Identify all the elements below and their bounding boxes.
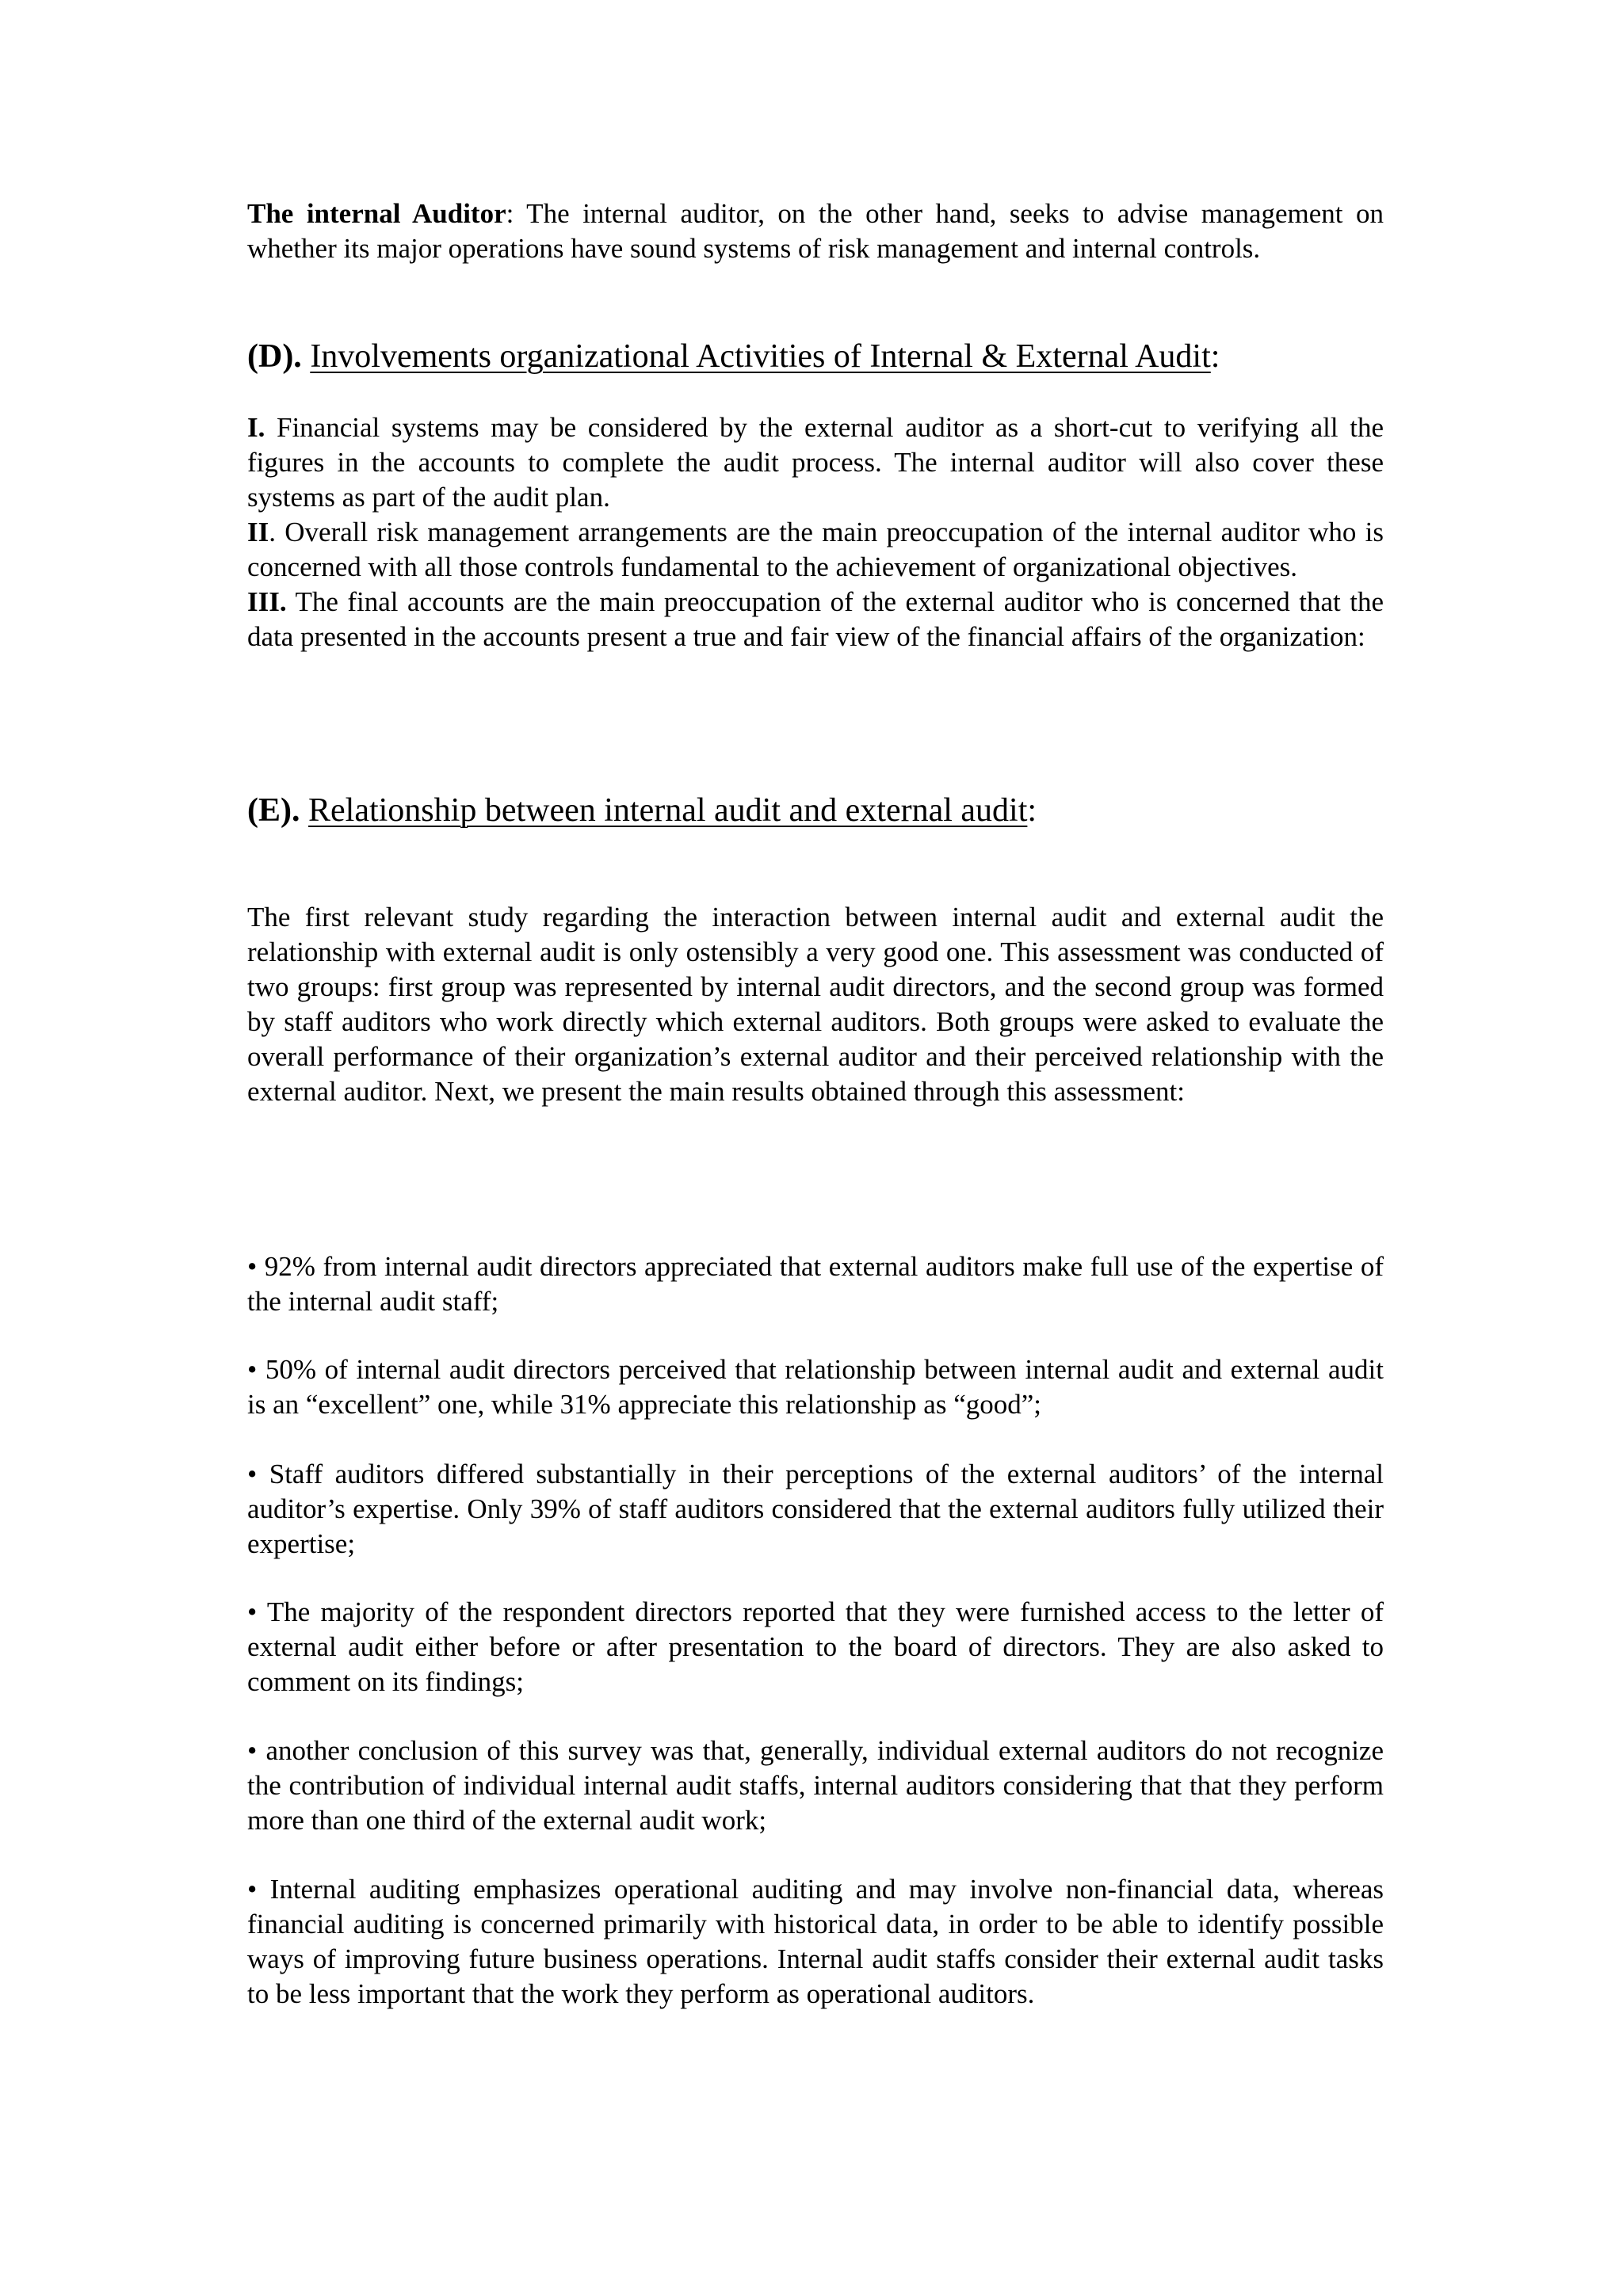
bullet-block	[247, 1595, 1384, 1699]
bullet-item: • 92% from internal audit directors appreciated that external auditors make full use of the expertise of the internal audit staff;	[247, 1251, 1384, 1317]
bullet-item: • The majority of the respondent directors reported that they were furnished access to the letter of external audit either before or after presentation to the board of directors. They are also asked to comment on its findings;	[247, 1596, 1384, 1697]
intro-text: : The internal auditor, on the other hand, seeks to advise management on whether its major operations have sound systems of risk management and internal controls.	[247, 198, 1384, 264]
item-text: The final accounts are the main preoccupation of the external auditor who is concerned that the data presented in the accounts present a true and fair view of the financial affairs of the organization:	[247, 586, 1384, 652]
item-text: Financial systems may be considered by the external auditor as a short-cut to verifying all the figures in the accounts to complete the audit process. The internal auditor will also cover these systems as part of the audit plan.	[247, 412, 1384, 513]
bullet-item: • Staff auditors differed substantially in their perceptions of the external auditors’ of the internal auditor’s expertise. Only 39% of staff auditors considered that the external auditors fully utilized their expertise;	[247, 1459, 1384, 1559]
bullet-block	[247, 1352, 1384, 1422]
section-d-heading	[247, 335, 1384, 378]
bullet-block	[247, 1249, 1384, 1319]
section-d-item	[247, 410, 1384, 515]
bullet-item: • Internal auditing emphasizes operational auditing and may involve non-financial data, whereas financial auditing is concerned primarily with historical data, in order to be able to identify possible ways of improving future business operations. Internal audit staffs consider their external audit tasks to be less important that the work they perform as operational auditors.	[247, 1874, 1384, 2009]
intro-paragraph-block	[247, 196, 1384, 266]
section-e-suffix: :	[1027, 792, 1037, 829]
item-text: . Overall risk management arrangements are the main preoccupation of the internal auditor who is concerned with all those controls fundamental to the achievement of organizational objectives.	[247, 517, 1384, 582]
bullet-block	[247, 1733, 1384, 1838]
item-marker: I.	[247, 412, 265, 443]
section-e-number: (E).	[247, 792, 300, 829]
section-d-number: (D).	[247, 338, 302, 375]
section-d-item	[247, 515, 1384, 585]
section-e-paragraph-block	[247, 900, 1384, 1109]
section-e-title: Relationship between internal audit and external audit	[308, 792, 1028, 829]
item-marker: II	[247, 517, 269, 547]
section-d-heading-block	[247, 335, 1384, 378]
section-d-suffix: :	[1210, 338, 1220, 375]
bullet-item: • 50% of internal audit directors perceived that relationship between internal audit and external audit is an “excellent” one, while 31% appreciate this relationship as “good”;	[247, 1354, 1384, 1420]
section-d-items	[247, 410, 1384, 654]
section-e-paragraph: The first relevant study regarding the interaction between internal audit and external audit the relationship with external audit is only ostensibly a very good one. This assessment was conducted of two groups: first group was represented by internal audit directors, and the second group was formed by staff auditors who work directly which external auditors. Both groups were asked to evaluate the overall performance of their organization’s external auditor and their perceived relationship with the external auditor. Next, we present the main results obtained through this assessment:	[247, 902, 1384, 1107]
bullet-item: • another conclusion of this survey was that, generally, individual external auditors do not recognize the contribution of individual internal audit staffs, internal auditors considering that that they perform more than one third of the external audit work;	[247, 1735, 1384, 1836]
bullet-block	[247, 1457, 1384, 1562]
section-d-title: Involvements organizational Activities of Internal & External Audit	[310, 338, 1211, 375]
bullet-block	[247, 1872, 1384, 2012]
intro-label: The internal Auditor	[247, 198, 506, 229]
item-marker: III.	[247, 586, 287, 617]
intro-paragraph	[247, 196, 1384, 266]
section-e-heading	[247, 789, 1384, 832]
section-d-item	[247, 585, 1384, 654]
section-e-heading-block	[247, 789, 1384, 832]
